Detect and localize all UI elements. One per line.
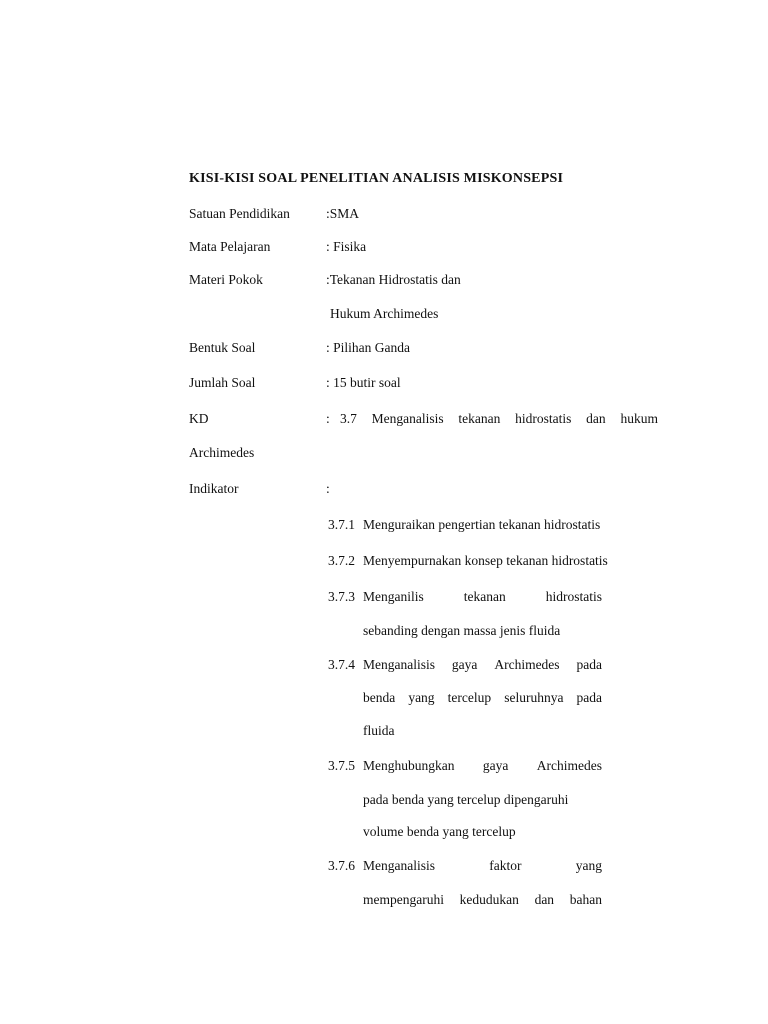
indicator-word: benda bbox=[363, 690, 396, 705]
indicator-word: Menganalisis bbox=[363, 858, 435, 873]
field-value-kd-cont: Archimedes bbox=[189, 445, 255, 460]
kd-word: dan bbox=[586, 411, 606, 426]
field-label-jumlah: Jumlah Soal bbox=[189, 375, 256, 390]
indicator-word: Archimedes bbox=[494, 657, 560, 672]
kd-word: Menganalisis bbox=[371, 411, 444, 426]
indicator-number: 3.7.5 bbox=[328, 758, 355, 773]
indicator-word: kedudukan bbox=[459, 892, 519, 907]
indicator-word: Menganalisis bbox=[363, 657, 435, 672]
indicator-number: 3.7.1 bbox=[328, 517, 355, 532]
indicator-number: 3.7.4 bbox=[328, 657, 355, 672]
field-label-kd: KD bbox=[189, 411, 209, 426]
indicator-text: fluida bbox=[363, 723, 395, 738]
field-value-materi-cont: Hukum Archimedes bbox=[330, 306, 439, 321]
indicator-word: mempengaruhi bbox=[363, 892, 444, 907]
indicator-word: Menghubungkan bbox=[363, 758, 455, 773]
indicator-number: 3.7.3 bbox=[328, 589, 355, 604]
indicator-number: 3.7.2 bbox=[328, 553, 355, 568]
field-label-indikator: Indikator bbox=[189, 481, 239, 496]
indicator-word: gaya bbox=[482, 758, 509, 773]
field-value-bentuk: : Pilihan Ganda bbox=[326, 340, 410, 355]
indicator-text-line bbox=[363, 758, 602, 774]
indicator-word: bahan bbox=[569, 892, 602, 907]
kd-word: hidrostatis bbox=[515, 411, 572, 426]
indicator-word: hidrostatis bbox=[545, 589, 602, 604]
indicator-word: yang bbox=[408, 690, 435, 705]
field-kd-colon: : bbox=[326, 411, 330, 426]
field-label-mapel: Mata Pelajaran bbox=[189, 239, 271, 254]
kd-word: 3.7 bbox=[340, 411, 357, 426]
indicator-word: faktor bbox=[489, 858, 522, 873]
indicator-text-line bbox=[363, 892, 602, 908]
indicator-word: dan bbox=[534, 892, 555, 907]
indicator-text-line bbox=[363, 858, 602, 874]
indicator-text: sebanding dengan massa jenis fluida bbox=[363, 623, 561, 638]
indicator-text-line bbox=[363, 690, 602, 706]
field-value-materi: :Tekanan Hidrostatis dan bbox=[326, 272, 461, 287]
indicator-word: pada bbox=[576, 690, 602, 705]
field-value-satuan: :SMA bbox=[326, 206, 360, 221]
kd-word: tekanan bbox=[458, 411, 501, 426]
field-label-bentuk: Bentuk Soal bbox=[189, 340, 256, 355]
field-value-jumlah: : 15 butir soal bbox=[326, 375, 401, 390]
document-title: KISI-KISI SOAL PENELITIAN ANALISIS MISKONSEPSI bbox=[189, 171, 564, 186]
indicator-number: 3.7.6 bbox=[328, 858, 355, 873]
kd-word: hukum bbox=[620, 411, 658, 426]
indicator-text: volume benda yang tercelup bbox=[363, 824, 516, 839]
indicator-word: yang bbox=[575, 858, 602, 873]
indicator-word: tercelup bbox=[447, 690, 492, 705]
indicator-word: Archimedes bbox=[536, 758, 602, 773]
field-value-mapel: : Fisika bbox=[326, 239, 367, 254]
indicator-text: pada benda yang tercelup dipengaruhi bbox=[363, 792, 569, 807]
field-label-satuan: Satuan Pendidikan bbox=[189, 206, 290, 221]
indicator-word: pada bbox=[576, 657, 602, 672]
indicator-word: Menganilis bbox=[363, 589, 424, 604]
indicator-word: tekanan bbox=[463, 589, 506, 604]
indicator-text-line bbox=[363, 657, 602, 673]
indicator-word: seluruhnya bbox=[504, 690, 564, 705]
field-value-kd bbox=[340, 411, 658, 427]
indicator-word: gaya bbox=[451, 657, 478, 672]
indicator-text-line bbox=[363, 589, 602, 605]
indicator-text: Menguraikan pengertian tekanan hidrostatis bbox=[363, 517, 601, 532]
field-label-materi: Materi Pokok bbox=[189, 272, 263, 287]
field-value-indikator: : bbox=[326, 481, 330, 496]
indicator-text: Menyempurnakan konsep tekanan hidrostatis bbox=[363, 553, 608, 568]
